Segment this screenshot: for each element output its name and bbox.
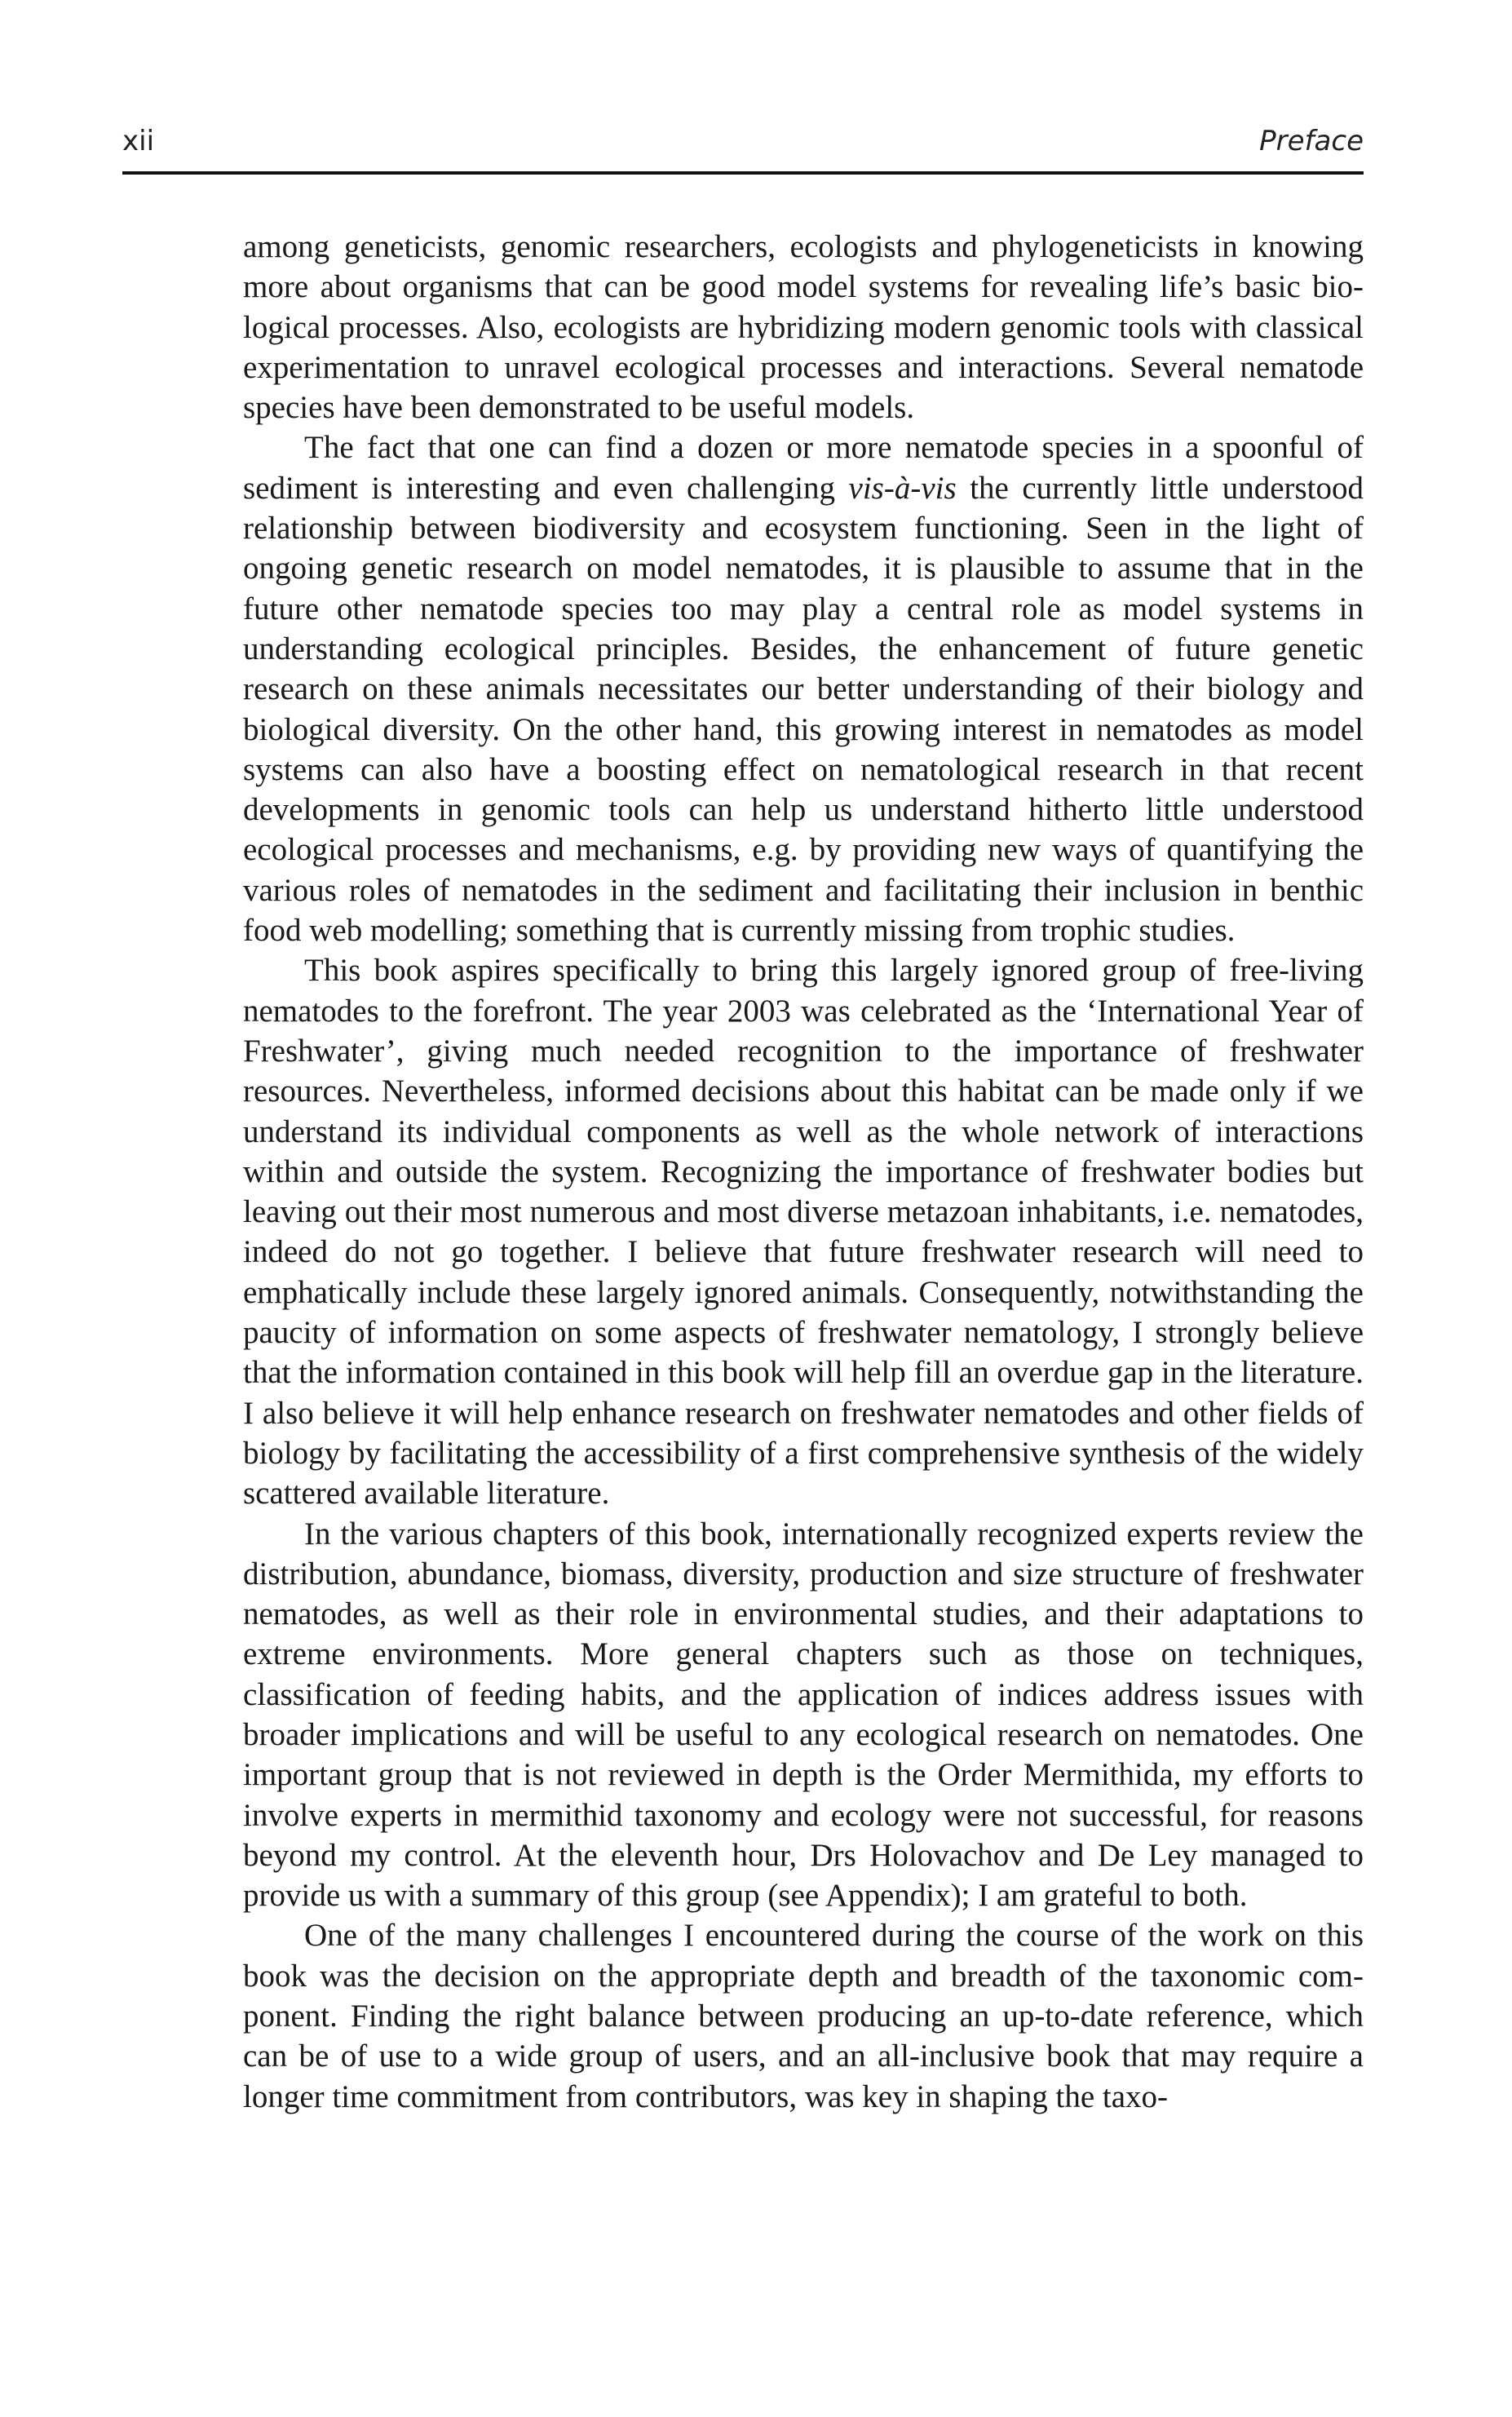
preface-body [243, 227, 1364, 2117]
paragraph: The fact that one can find a dozen or more nematode species in a spoonful of sediment is interesting and even challenging vis-à-vis the currently little understood relationship between biodiversity and ecosystem functioning. Seen in the light of ongoing genetic research on model nematodes, it is plausible to assume that in the future other nematode species too may play a central role as model systems in understanding ecological principles. Besides, the enhancement of future genetic research on these animals necessitates our better understanding of their biology and biological diversity. On the other hand, this growing interest in nematodes as model systems can also have a boosting effect on nematological research in that recent developments in genomic tools can help us understand hitherto little understood ecological processes and mechanisms, e.g. by providing new ways of quantifying the various roles of nematodes in the sediment and facilitating their inclusion in benthic food web modelling; something that is currently missing from trophic studies. [243, 430, 1364, 949]
header-rule [122, 171, 1364, 175]
running-header [122, 125, 1364, 174]
paragraph: This book aspires specifically to bring this largely ignored group of free-living nematodes to the forefront. The year 2003 was celebrated as the ‘International Year of Freshwater’, giving much needed recognition to the importance of freshwater resources. Nevertheless, informed decisions about this habitat can be made only if we understand its individual components as well as the whole network of interactions within and outside the system. Recognizing the importance of freshwater bodies but leaving out their most numerous and most diverse metazoan inhabitants, i.e. nematodes, indeed do not go together. I believe that future freshwater research will need to emphatically include these largely ignored animals. Consequently, notwithstanding the paucity of information on some aspects of freshwater nematology, I strongly believe that the information contained in this book will help fill an overdue gap in the literature. I also believe it will help enhance research on freshwater nematodes and other fields of biology by facilitating the accessibility of a first comprehensive synthesis of the widely scattered available literature. [243, 953, 1364, 1512]
paragraph: In the various chapters of this book, internationally recognized experts review the distribution, abundance, biomass, diversity, production and size structure of freshwater nematodes, as well as their role in environmental studies, and their adaptations to extreme environments. More general chapters such as those on techniques, classification of feeding habits, and the application of indices address issues with broader implications and will be useful to any ecological research on nematodes. One important group that is not reviewed in depth is the Order Mermithida, my efforts to involve experts in mermithid taxonomy and ecology were not successful, for reasons beyond my control. At the eleventh hour, Drs Holovachov and De Ley managed to provide us with a summary of this group (see Appendix); I am grateful to both. [243, 1516, 1364, 1914]
italic-phrase: vis-à-vis [848, 470, 957, 506]
paragraph: among geneticists, genomic researchers, ecologists and phylogeneticists in knowing more about organisms that can be good model systems for revealing life’s basic biological processes. Also, ecologists are hybridizing modern genomic tools with classical experimentation to unravel ecological processes and interactions. Several nematode species have been demonstrated to be useful models. [243, 229, 1364, 426]
section-title: Preface [1259, 125, 1364, 157]
paragraph: One of the many challenges I encountered during the course of the work on this book was the decision on the appropriate depth and breadth of the taxonomic component. Finding the right balance between producing an up-to-date reference, which can be of use to a wide group of users, and an all-inclusive book that may require a longer time commitment from contributors, was key in shaping the taxo- [243, 1918, 1364, 2114]
page-number: xii [122, 125, 155, 157]
